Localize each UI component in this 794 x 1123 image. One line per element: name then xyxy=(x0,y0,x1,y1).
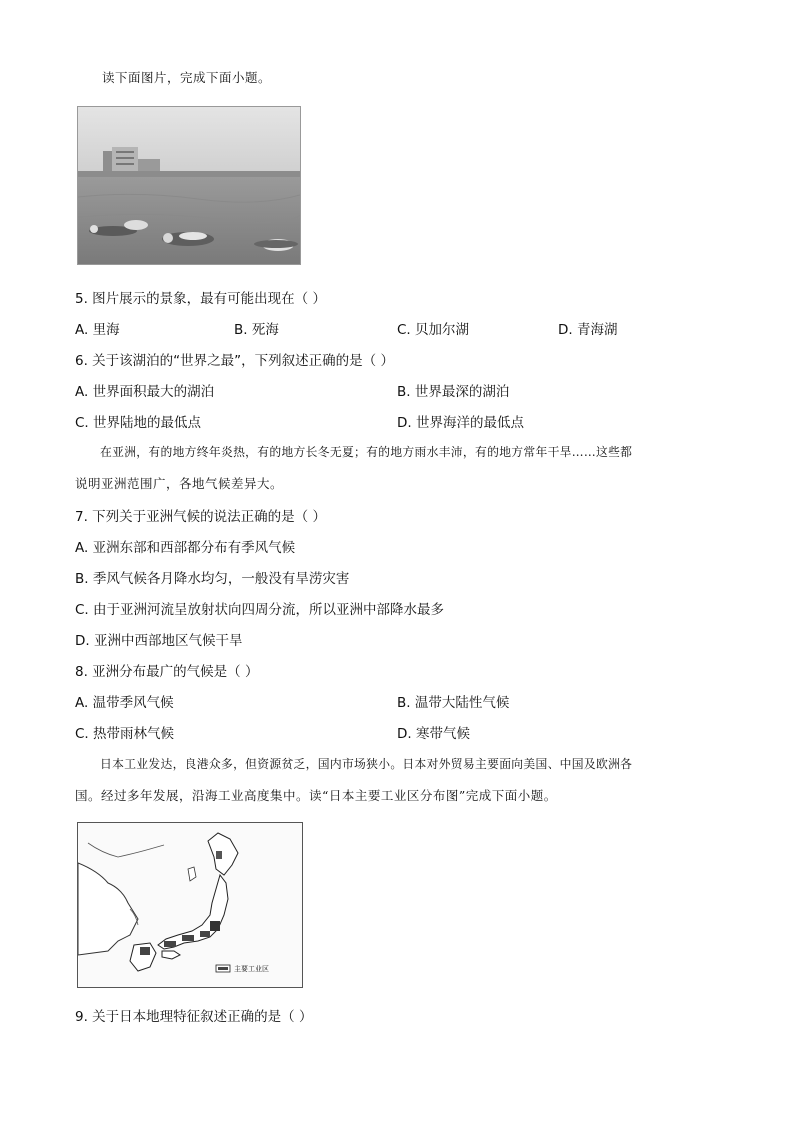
map-legend-label: 主要工业区 xyxy=(234,965,269,973)
lake-photo-image xyxy=(78,107,300,264)
q8-option-a[interactable]: A. 温带季风气候 xyxy=(75,695,174,711)
q6-stem: 6. 关于该湖泊的“世界之最”，下列叙述正确的是（ ） xyxy=(75,353,394,369)
q8-option-b[interactable]: B. 温带大陆性气候 xyxy=(397,695,510,711)
q6-option-d[interactable]: D. 世界海洋的最低点 xyxy=(397,415,524,431)
q8-stem: 8. 亚洲分布最广的气候是（ ） xyxy=(75,664,259,680)
q8-option-d[interactable]: D. 寒带气候 xyxy=(397,726,470,742)
q5-option-b[interactable]: B. 死海 xyxy=(234,322,279,338)
q5-option-d[interactable]: D. 青海湖 xyxy=(558,322,618,338)
q5-option-a[interactable]: A. 里海 xyxy=(75,322,120,338)
q5-option-c[interactable]: C. 贝加尔湖 xyxy=(397,322,470,338)
q5-stem: 5. 图片展示的景象，最有可能出现在（ ） xyxy=(75,291,326,307)
japan-industrial-map xyxy=(77,822,303,988)
q6-option-a[interactable]: A. 世界面积最大的湖泊 xyxy=(75,384,215,400)
q7-option-c[interactable]: C. 由于亚洲河流呈放射状向四周分流，所以亚洲中部降水最多 xyxy=(75,602,445,618)
q9-stem: 9. 关于日本地理特征叙述正确的是（ ） xyxy=(75,1009,313,1025)
passage-japan-line1: 日本工业发达，良港众多，但资源贫乏，国内市场狭小。日本对外贸易主要面向美国、中国及欧洲各 xyxy=(100,757,633,771)
passage-japan-line2: 国。经过多年发展，沿海工业高度集中。读“日本主要工业区分布图”完成下面小题。 xyxy=(75,788,557,803)
passage-asia-climate-line2: 说明亚洲范围广，各地气候差异大。 xyxy=(75,476,284,491)
q6-option-c[interactable]: C. 世界陆地的最低点 xyxy=(75,415,202,431)
q7-option-d[interactable]: D. 亚洲中西部地区气候干旱 xyxy=(75,633,243,649)
q6-option-b[interactable]: B. 世界最深的湖泊 xyxy=(397,384,510,400)
lake-photo xyxy=(77,106,301,265)
q7-stem: 7. 下列关于亚洲气候的说法正确的是（ ） xyxy=(75,509,326,525)
q7-option-b[interactable]: B. 季风气候各月降水均匀，一般没有旱涝灾害 xyxy=(75,571,350,587)
intro-text: 读下面图片，完成下面小题。 xyxy=(102,70,272,85)
passage-asia-climate-line1: 在亚洲，有的地方终年炎热，有的地方长冬无夏；有的地方雨水丰沛，有的地方常年干旱……这些都 xyxy=(100,445,633,459)
q8-option-c[interactable]: C. 热带雨林气候 xyxy=(75,726,175,742)
japan-map-drawing xyxy=(78,823,302,987)
q7-option-a[interactable]: A. 亚洲东部和西部都分布有季风气候 xyxy=(75,540,296,556)
